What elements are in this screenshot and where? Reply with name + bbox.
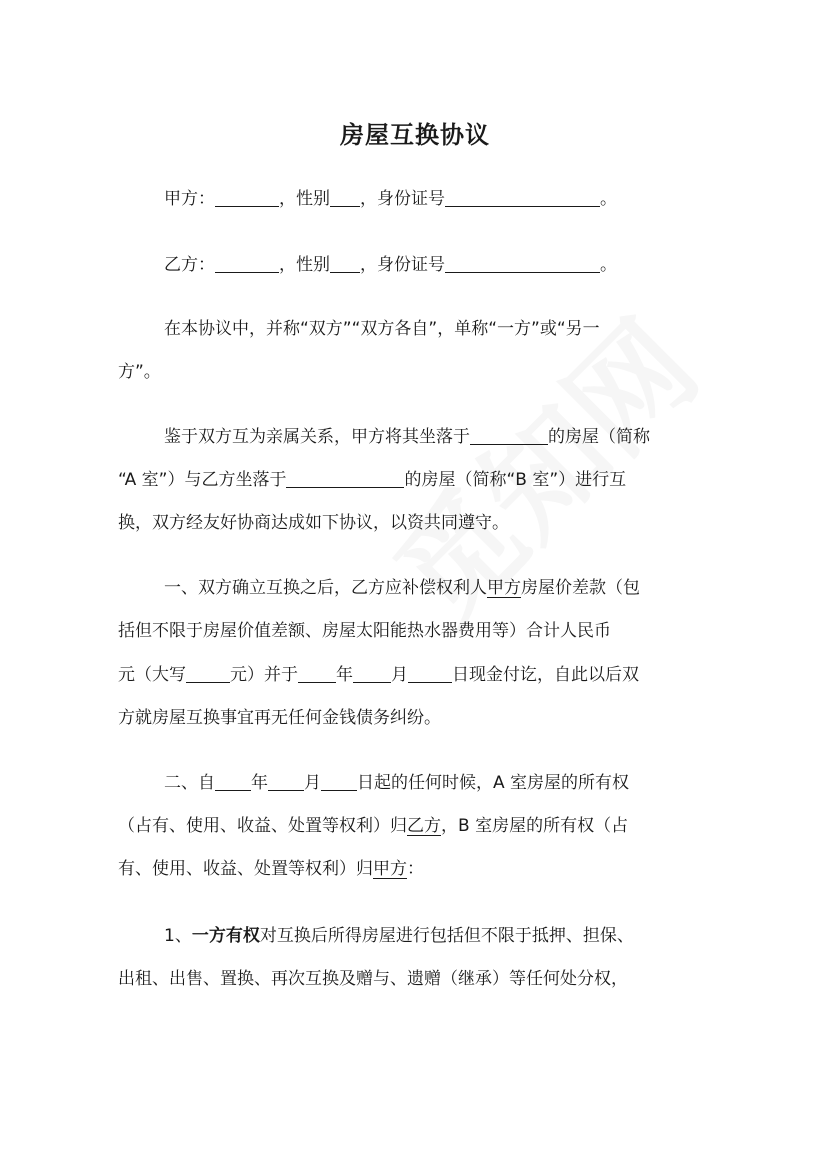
room-b-location-blank[interactable] [286, 470, 404, 488]
clause-1-l3: 元（大写 元）并于 年 月 日现金付讫，自此以后双 [118, 665, 639, 685]
clause-2-l2: （占有、使用、收益、处置等权利）归乙方，B 室房屋的所有权（占 [118, 816, 629, 836]
party-b-gender-blank[interactable] [330, 255, 360, 273]
room-a-location-blank[interactable] [470, 427, 548, 445]
transfer-day-blank[interactable] [321, 773, 357, 791]
party-a-id-blank[interactable] [445, 189, 600, 207]
clause-1-l1: 一、双方确立互换之后，乙方应补偿权利人甲方房屋价差款（包 [164, 578, 640, 598]
party-a-name-blank[interactable] [215, 189, 279, 207]
paragraph-recital-l3: 换，双方经友好协商达成如下协议，以资共同遵守。 [118, 513, 509, 533]
pay-day-blank[interactable] [408, 665, 452, 683]
transfer-month-blank[interactable] [268, 773, 304, 791]
clause-1-l4: 方就房屋互换事宜再无任何金钱债务纠纷。 [118, 708, 441, 728]
party-a-line: 甲方： ，性别 ，身份证号 。 [164, 189, 617, 209]
paragraph-recital-l1: 鉴于双方互为亲属关系，甲方将其坐落于 的房屋（简称 [164, 427, 650, 447]
party-b-id-blank[interactable] [445, 255, 600, 273]
pay-month-blank[interactable] [353, 665, 391, 683]
party-a-gender-blank[interactable] [330, 189, 360, 207]
paragraph-definitions-l2: 方”。 [118, 362, 161, 382]
document-title: 房屋互换协议 [340, 121, 490, 149]
clause-2-l3: 有、使用、收益、处置等权利）归甲方： [118, 859, 424, 879]
paragraph-definitions-l1: 在本协议中，并称“双方”“双方各自”，单称“一方”或“另一 [164, 319, 600, 339]
party-b-line: 乙方： ，性别 ，身份证号 。 [164, 255, 617, 275]
clause-1-l2: 括但不限于房屋价值差额、房屋太阳能热水器费用等）合计人民币 [118, 621, 611, 641]
party-b-name-blank[interactable] [215, 255, 279, 273]
pay-year-blank[interactable] [298, 665, 336, 683]
item-1-l2: 出租、出售、置换、再次互换及赠与、遗赠（继承）等任何处分权， [118, 969, 628, 989]
transfer-year-blank[interactable] [215, 773, 251, 791]
clause-2-l1: 二、自 年 月 日起的任何时候，A 室房屋的所有权 [164, 773, 630, 793]
item-1-l1: 1、一方有权对互换后所得房屋进行包括但不限于抵押、担保、 [164, 926, 634, 946]
paragraph-recital-l2: “A 室”）与乙方坐落于 的房屋（简称“B 室”）进行互 [118, 470, 627, 490]
amount-uppercase-blank[interactable] [186, 665, 230, 683]
